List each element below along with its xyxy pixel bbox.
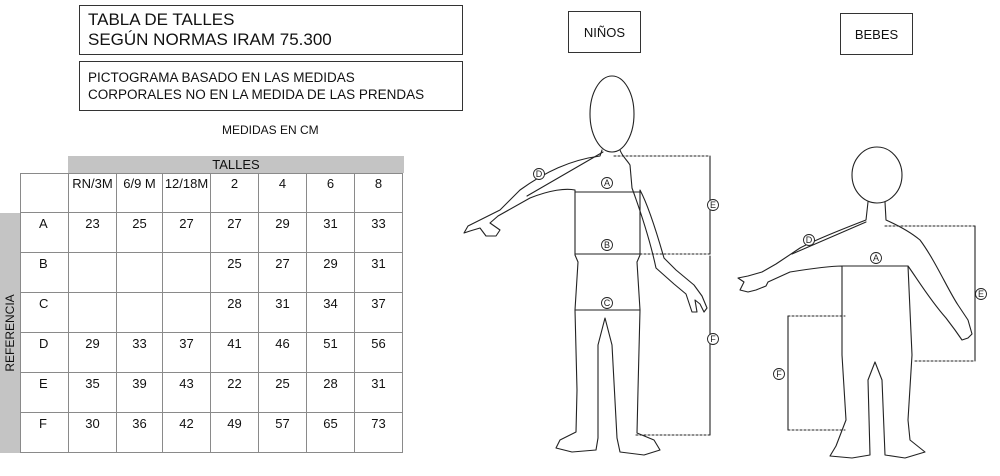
- baby-dim-d: [792, 222, 866, 254]
- child-head: [590, 76, 634, 152]
- note-line-2: CORPORALES NO EN LA MEDIDA DE LAS PRENDAS: [88, 87, 425, 102]
- ref-cell: C: [21, 293, 69, 333]
- marker-b: B: [603, 240, 611, 250]
- value-cell: 29: [259, 213, 307, 253]
- units-label: MEDIDAS EN CM: [222, 123, 319, 137]
- value-cell: 33: [117, 333, 163, 373]
- bebes-label: BEBES: [854, 26, 899, 42]
- value-cell: 25: [117, 213, 163, 253]
- referencia-label: REFERENCIA: [3, 294, 17, 372]
- marker-e: E: [709, 200, 717, 210]
- note-line-1: PICTOGRAMA BASADO EN LAS MEDIDAS: [88, 70, 355, 85]
- title-line-1: TABLA DE TALLES: [88, 10, 235, 29]
- marker-a: A: [603, 178, 611, 188]
- value-cell: 30: [69, 413, 117, 453]
- value-cell: 31: [355, 253, 403, 293]
- value-cell: 31: [307, 213, 355, 253]
- value-cell: 25: [259, 373, 307, 413]
- marker-d: D: [535, 169, 543, 179]
- size-header: 6: [307, 174, 355, 213]
- size-header: 12/18M: [163, 174, 211, 213]
- title-line-2: SEGÚN NORMAS IRAM 75.300: [88, 30, 332, 49]
- ref-cell: F: [21, 413, 69, 453]
- marker-c: C: [603, 298, 611, 308]
- value-cell: 65: [307, 413, 355, 453]
- value-cell: 29: [69, 333, 117, 373]
- value-cell: 43: [163, 373, 211, 413]
- value-cell: 49: [211, 413, 259, 453]
- ref-cell: A: [21, 213, 69, 253]
- marker-d: D: [805, 235, 813, 245]
- value-cell: 41: [211, 333, 259, 373]
- baby-head: [852, 147, 902, 203]
- value-cell: 28: [307, 373, 355, 413]
- value-cell: 39: [117, 373, 163, 413]
- size-header: 8: [355, 174, 403, 213]
- value-cell: 27: [211, 213, 259, 253]
- ref-cell: E: [21, 373, 69, 413]
- value-cell: 51: [307, 333, 355, 373]
- value-cell: 28: [211, 293, 259, 333]
- marker-a: A: [872, 253, 880, 263]
- value-cell: 36: [117, 413, 163, 453]
- value-cell: 73: [355, 413, 403, 453]
- value-cell: 37: [163, 333, 211, 373]
- value-cell: 27: [163, 213, 211, 253]
- size-header: 4: [259, 174, 307, 213]
- marker-f: F: [776, 369, 782, 379]
- child-body-outline: [464, 150, 707, 455]
- value-cell: 25: [211, 253, 259, 293]
- size-header: RN/3M: [69, 174, 117, 213]
- size-header: 2: [211, 174, 259, 213]
- value-cell: 27: [259, 253, 307, 293]
- value-cell: 23: [69, 213, 117, 253]
- ref-cell: B: [21, 253, 69, 293]
- ref-cell: D: [21, 333, 69, 373]
- ninos-label: NIÑOS: [583, 24, 626, 40]
- marker-e: E: [977, 289, 985, 299]
- value-cell: 31: [355, 373, 403, 413]
- value-cell: 46: [259, 333, 307, 373]
- value-cell: 29: [307, 253, 355, 293]
- marker-f: F: [710, 334, 716, 344]
- value-cell: 33: [355, 213, 403, 253]
- baby-body-outline: [738, 202, 972, 458]
- value-cell: 56: [355, 333, 403, 373]
- value-cell: 22: [211, 373, 259, 413]
- value-cell: 35: [69, 373, 117, 413]
- talles-header: TALLES: [68, 156, 404, 173]
- value-cell: 57: [259, 413, 307, 453]
- value-cell: 42: [163, 413, 211, 453]
- value-cell: 34: [307, 293, 355, 333]
- child-figure: [464, 76, 710, 455]
- value-cell: 37: [355, 293, 403, 333]
- baby-figure: [738, 147, 975, 458]
- size-header: 6/9 M: [117, 174, 163, 213]
- value-cell: 31: [259, 293, 307, 333]
